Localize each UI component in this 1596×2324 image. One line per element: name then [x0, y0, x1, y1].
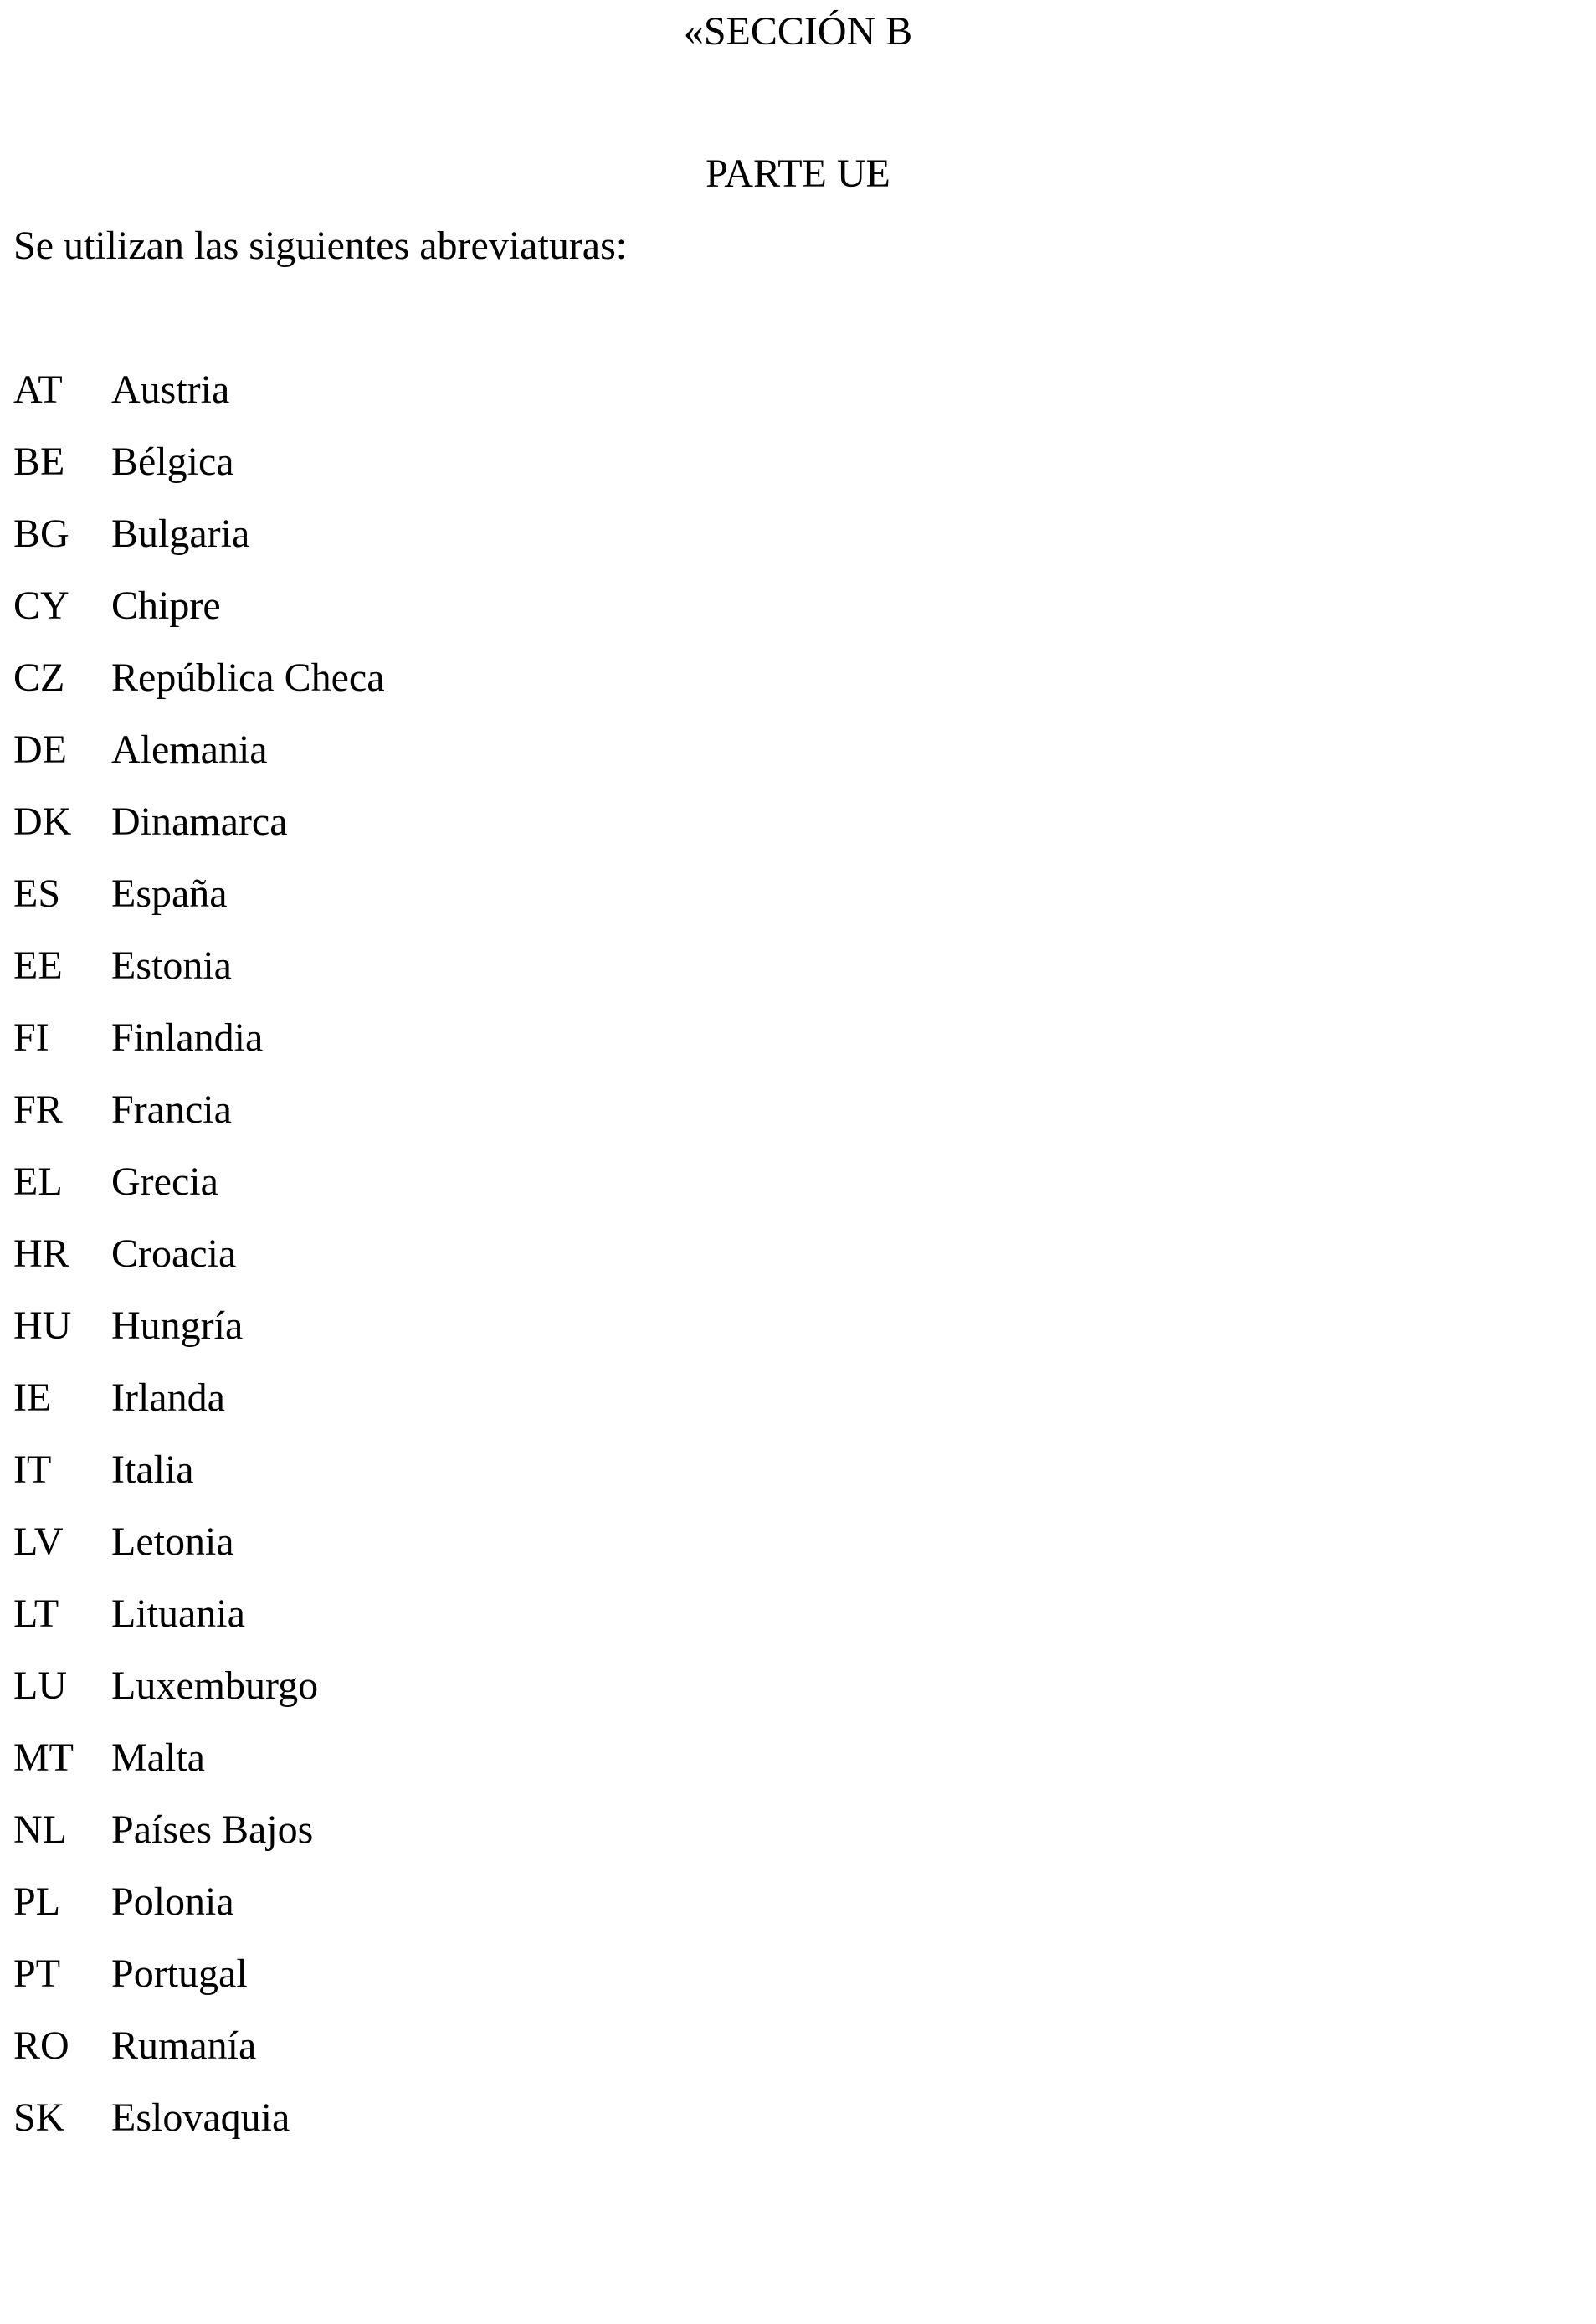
abbreviation-row: [13, 1085, 385, 1157]
abbreviation-row: [13, 869, 385, 941]
abbreviation-code: IE: [13, 1375, 52, 1420]
abbreviation-row: [13, 725, 385, 797]
abbreviation-row: [13, 653, 385, 725]
abbreviation-row: [13, 581, 385, 653]
country-name: Austria: [111, 368, 230, 412]
abbreviation-list: [13, 365, 385, 2165]
abbreviation-code: RO: [13, 2023, 69, 2068]
abbreviation-code: LT: [13, 1591, 59, 1636]
abbreviation-row: [13, 1157, 385, 1229]
abbreviation-row: [13, 1949, 385, 2021]
abbreviation-row: [13, 1661, 385, 1733]
abbreviation-row: [13, 1733, 385, 1805]
abbreviation-code: EE: [13, 943, 63, 988]
country-name: Polonia: [111, 1879, 234, 1924]
abbreviation-code: FR: [13, 1087, 63, 1132]
abbreviation-code: HU: [13, 1303, 72, 1348]
part-title: PARTE UE: [706, 152, 890, 196]
abbreviation-code: LV: [13, 1519, 64, 1564]
abbreviation-row: [13, 365, 385, 437]
country-name: Malta: [111, 1735, 205, 1780]
abbreviation-row: [13, 2093, 385, 2165]
country-name: Rumanía: [111, 2023, 257, 2068]
country-name: Alemania: [111, 728, 268, 772]
country-name: Francia: [111, 1087, 232, 1132]
abbreviation-row: [13, 1589, 385, 1661]
country-name: Portugal: [111, 1951, 248, 1996]
abbreviation-row: [13, 437, 385, 509]
abbreviation-row: [13, 1877, 385, 1949]
country-name: Croacia: [111, 1231, 237, 1276]
abbreviation-code: IT: [13, 1447, 52, 1492]
country-name: Finlandia: [111, 1015, 264, 1060]
abbreviation-code: NL: [13, 1807, 67, 1852]
abbreviation-code: MT: [13, 1735, 74, 1780]
abbreviation-code: LU: [13, 1663, 67, 1708]
abbreviation-row: [13, 1445, 385, 1517]
country-name: Hungría: [111, 1303, 244, 1348]
abbreviation-row: [13, 1805, 385, 1877]
country-name: Estonia: [111, 943, 232, 988]
section-title: «SECCIÓN B: [683, 9, 913, 54]
abbreviation-row: [13, 941, 385, 1013]
country-name: Países Bajos: [111, 1807, 314, 1852]
abbreviation-code: PT: [13, 1951, 61, 1996]
abbreviation-code: DE: [13, 728, 67, 772]
country-name: España: [111, 872, 228, 916]
abbreviation-row: [13, 1517, 385, 1589]
country-name: Lituania: [111, 1591, 245, 1636]
abbreviation-code: DK: [13, 800, 72, 844]
country-name: Chipre: [111, 584, 221, 628]
abbreviation-code: CY: [13, 584, 69, 628]
country-name: Eslovaquia: [111, 2095, 290, 2140]
abbreviation-code: BG: [13, 512, 69, 556]
abbreviation-code: AT: [13, 368, 63, 412]
country-name: Italia: [111, 1447, 194, 1492]
abbreviation-code: FI: [13, 1015, 49, 1060]
abbreviation-code: CZ: [13, 656, 65, 700]
country-name: Dinamarca: [111, 800, 288, 844]
country-name: Bélgica: [111, 440, 234, 484]
abbreviation-code: PL: [13, 1879, 61, 1924]
abbreviation-code: HR: [13, 1231, 69, 1276]
abbreviation-row: [13, 1013, 385, 1085]
country-name: Irlanda: [111, 1375, 225, 1420]
abbreviation-code: EL: [13, 1159, 63, 1204]
country-name: Bulgaria: [111, 512, 250, 556]
abbreviation-row: [13, 1373, 385, 1445]
abbreviation-code: BE: [13, 440, 65, 484]
abbreviation-row: [13, 1229, 385, 1301]
abbreviation-row: [13, 1301, 385, 1373]
abbreviation-row: [13, 797, 385, 869]
country-name: Luxemburgo: [111, 1663, 319, 1708]
country-name: Grecia: [111, 1159, 218, 1204]
abbreviation-row: [13, 2021, 385, 2093]
abbreviation-code: SK: [13, 2095, 65, 2140]
intro-text: Se utilizan las siguientes abreviaturas:: [13, 224, 628, 268]
abbreviation-code: ES: [13, 872, 61, 916]
country-name: República Checa: [111, 656, 385, 700]
country-name: Letonia: [111, 1519, 234, 1564]
abbreviation-row: [13, 509, 385, 581]
